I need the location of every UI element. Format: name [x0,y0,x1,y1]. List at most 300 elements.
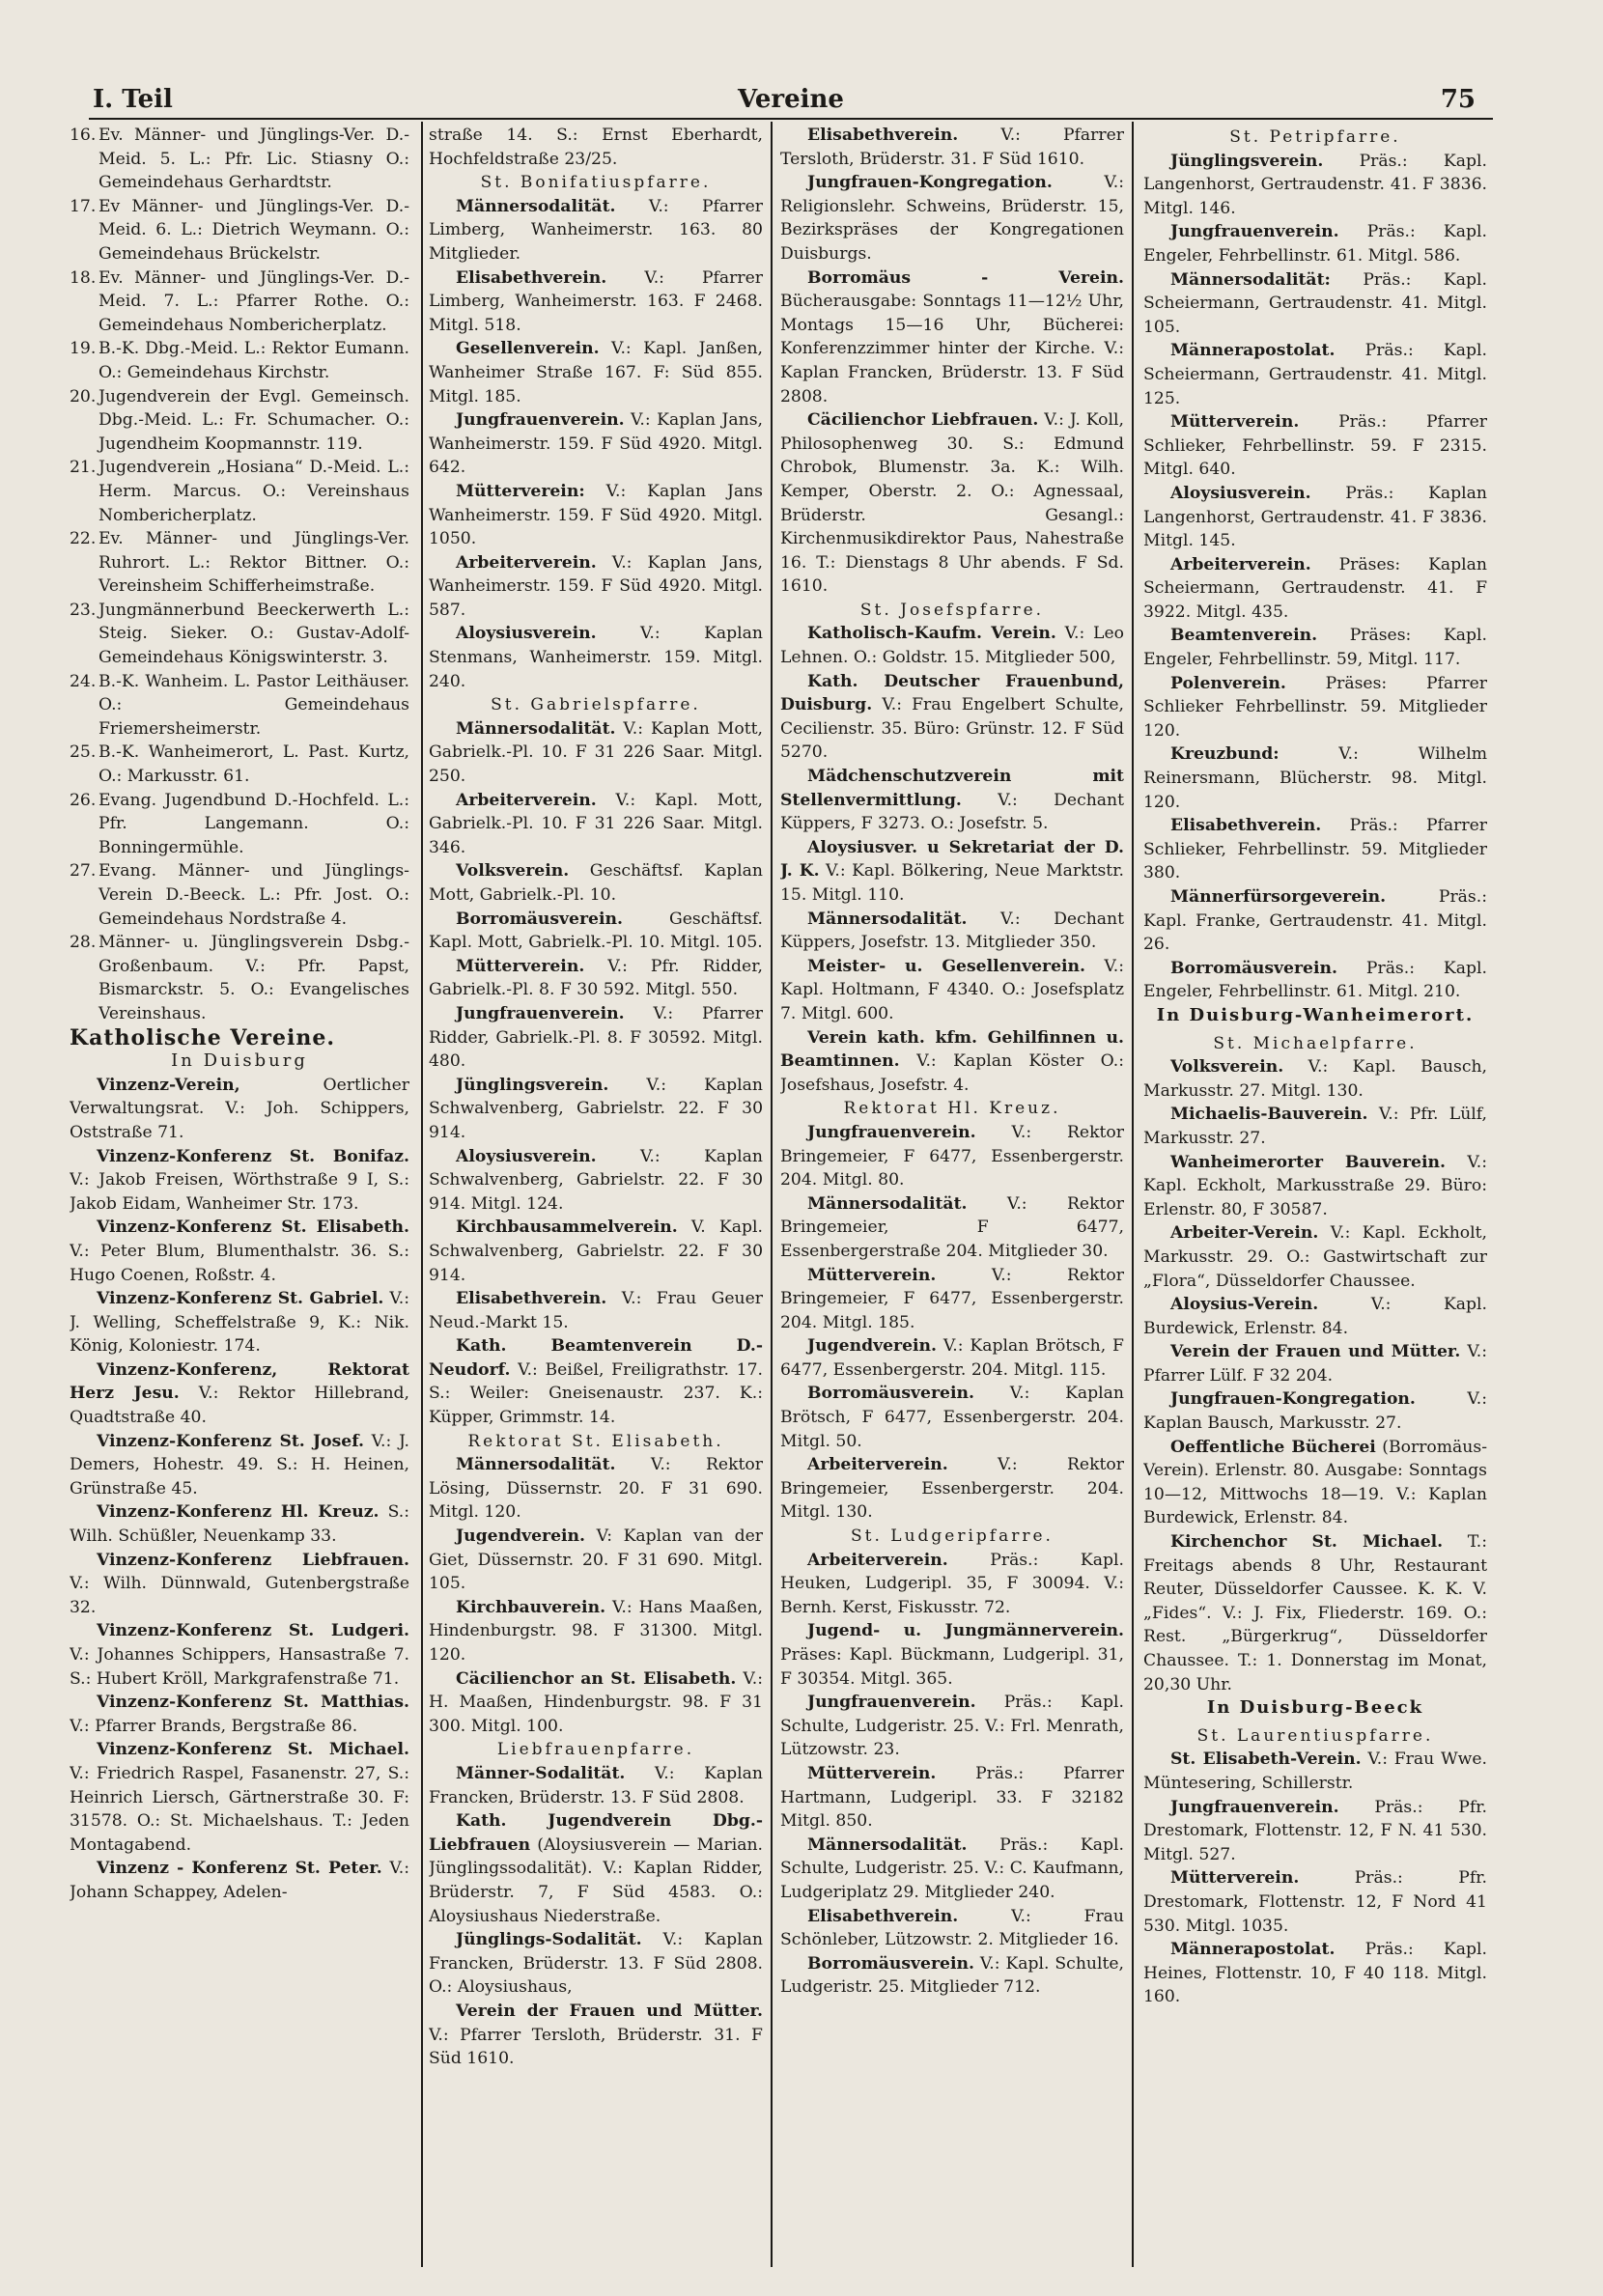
entry-heading: Vinzenz-Konferenz, Rektorat Herz Jesu. [70,1359,409,1404]
directory-entry [1143,1436,1487,1530]
entry-text: V.: Dechant Küppers, F 3273. O.: Josefstr. 5. [780,790,1124,834]
entry-heading: Vinzenz-Konferenz St. Michael. [97,1740,409,1760]
directory-entry [70,1619,409,1691]
entry-heading: Verein der Frauen und Mütter. [1170,1342,1461,1362]
entry-heading: Volksverein. [456,861,570,882]
directory-entry [70,1216,409,1287]
entry-text: V.: Kapl. Eckholt, Markusstraße 29. Büro: Erlenstr. 80, F 30587. [1143,1152,1487,1219]
directory-entry [780,408,1124,599]
item-text: Jungmännerbund Beeckerwerth L.: Steig. Sieker. O.: Gustav-Adolf-Gemeindehaus Königswinterstr. 3. [98,600,409,668]
directory-entry [429,1596,763,1667]
numbered-item [70,741,409,788]
item-number: 27. [70,861,97,882]
directory-entry [780,836,1124,908]
directory-entry [429,1928,763,2000]
directory-entry [70,1430,409,1501]
numbered-item [70,670,409,742]
entry-text: V.: Kaplan Stenmans, Wanheimerstr. 159. Mitgl. 240. [429,624,763,691]
entry-heading: Aloysius-Verein. [1170,1295,1319,1315]
entry-text: V.: Pfarrer Limberg, Wanheimerstr. 163. F 2468. Mitgl. 518. [429,267,763,335]
directory-entry [1143,482,1487,553]
entry-heading: Mütterverein. [807,1763,937,1783]
entry-text: Präs.: Pfarrer Schlieker, Fehrbellinstr. 59. Mitglieder 380. [1143,816,1487,883]
entry-list [1143,1055,1487,1696]
directory-entry [780,955,1124,1026]
entry-heading: Arbeiterverein. [456,790,597,810]
entry-heading: Männersodalität. [807,909,968,929]
entry-heading: Vinzenz-Verein, [97,1075,240,1095]
directory-entry [1143,268,1487,340]
directory-entry [429,789,763,860]
entry-heading: Männersodalität. [807,1834,968,1855]
entry-heading: Kath. Jugendverein Dbg.-Liebfrauen [429,1811,763,1855]
directory-entry [780,622,1124,669]
entry-text: Präs.: Kapl. Langenhorst, Gertraudenstr. 41. F 3836. Mitgl. 146. [1143,151,1487,218]
entry-heading: Männerapostolat. [1170,341,1336,361]
column-rule [421,122,423,2267]
directory-entry [780,1691,1124,1762]
entry-heading: Männerapostolat. [1170,1940,1336,1960]
directory-entry [70,1145,409,1217]
directory-entry [1143,339,1487,410]
entry-text: V.: Kapl. Mott, Gabrielk.-Pl. 10. F 31 226 Saar. Mitgl. 346. [429,790,763,857]
item-number: 18. [70,267,97,288]
entry-heading: Arbeiterverein. [456,552,597,573]
entry-heading: Männersodalität. [456,196,616,216]
entry-heading: Polenverein. [1170,673,1286,693]
entry-heading: Kirchbausammelverein. [456,1218,678,1238]
section-title: St. Josefspfarre. [859,600,1045,620]
catholic-title: Katholische Vereine. [70,1024,335,1050]
directory-entry [1143,1151,1487,1222]
entry-text: Präs.: Pfarrer Schlieker, Fehrbellinstr. 59. F 2315. Mitgl. 640. [1143,412,1487,480]
entry-heading: Borromäusverein. [807,1384,974,1404]
directory-entry [70,1738,409,1857]
entry-heading: Mütterverein: [456,481,585,501]
entry-text: V.: Kapl. Eckholt, Markusstr. 29. O.: Gastwirtschaft zur „Flora“, Düsseldorfer Chaussee. [1143,1223,1487,1291]
column-2 [429,124,763,2277]
entry-text: V.: Kapl. Schulte, Ludgeristr. 25. Mitglieder 712. [780,1953,1124,1998]
entry-heading: Borromäusverein. [456,909,623,929]
entry-text: Präses: Kapl. Bückmann, Ludgeripl. 31, F 30354. Mitgl. 365. [780,1645,1124,1689]
entry-text: V. Kapl. Schwalvenberg, Gabrielstr. 22. F 30 914. [429,1218,763,1285]
entry-heading: Männersodalität. [807,1193,968,1214]
entry-text: Präs.: Kaplan Langenhorst, Gertraudenstr. 41. F 3836. Mitgl. 145. [1143,483,1487,551]
entry-text: (Borromäus-Verein). Erlenstr. 80. Ausgabe: Sonntags 10—12, Mittwochs 18—19. V.: Kaplan Burdewick, Erlenstr. 84. [1143,1437,1487,1528]
entry-heading: Vinzenz-Konferenz St. Josef. [97,1431,364,1451]
directory-entry [1143,150,1487,221]
directory-entry [780,266,1124,409]
item-number: 23. [70,600,97,620]
directory-entry [70,1549,409,1620]
item-text: Evang. Männer- und Jünglings-Verein D.-Beeck. L.: Pfr. Jost. O.: Gemeindehaus Nordstraße 4. [98,861,409,929]
entry-text: V.: Kapl. Bausch, Markusstr. 27. Mitgl. 130. [1143,1057,1487,1101]
entry-heading: Meister- u. Gesellenverein. [807,956,1086,976]
entry-text: Bücherausgabe: Sonntags 11—12½ Uhr, Montags 15—16 Uhr, Bücherei: Konferenzzimmer hinter der Kirche. V.: Kaplan Francken, Brüderstr. 13. F Süd 2808. [780,292,1124,406]
entry-text: Präs.: Kapl. Scheiermann, Gertraudenstr. 41. Mitgl. 105. [1143,269,1487,337]
directory-entry [1143,885,1487,957]
entry-list [780,1549,1124,2000]
entry-heading: Vinzenz-Konferenz St. Ludgeri. [97,1621,409,1641]
entry-list [780,124,1124,599]
entry-text: V.: J. Demers, Hohestr. 49. S.: H. Heinen, Grünstraße 45. [70,1431,409,1498]
numbered-item [70,931,409,1025]
item-text: Ev. Männer- und Jünglings-Ver. Ruhrort. L.: Rektor Bittner. O.: Vereinsheim Schifferheimstraße. [98,529,409,597]
directory-entry [429,955,763,1002]
directory-entry [780,1762,1124,1834]
directory-entry [1143,1387,1487,1435]
directory-entry [429,908,763,955]
entry-heading: St. Elisabeth-Verein. [1170,1750,1362,1770]
column-4 [1143,124,1487,2277]
directory-entry [1143,1221,1487,1293]
item-number: 24. [70,671,97,691]
entry-heading: Elisabethverein. [456,267,607,288]
entry-text: V.: Frau Engelbert Schulte, Cecilienstr. 35. Büro: Grünstr. 12. F Süd 5270. [780,695,1124,763]
entry-heading: Jungfrauen-Kongregation. [1170,1389,1416,1410]
entry-list [429,195,763,693]
directory-entry [1143,742,1487,814]
entry-heading: Kirchbauverein. [456,1597,606,1617]
directory-entry [70,1500,409,1548]
entry-text: V.: Pfr. Ridder, Gabrielk.-Pl. 8. F 30 592. Mitgl. 550. [429,956,763,1000]
entry-text: V.: Kaplan Jans, Wanheimerstr. 159. F Süd 4920. Mitgl. 587. [429,552,763,620]
entry-heading: Jugendverein. [807,1336,938,1357]
item-text: Evang. Jugendbund D.-Hochfeld. L.: Pfr. Langemann. O.: Bonningermühle. [98,790,409,857]
directory-entry [429,859,763,907]
entry-text: V.: Kaplan Mott, Gabrielk.-Pl. 10. F 31 226 Saar. Mitgl. 250. [429,718,763,787]
entry-text: Präs.: Kapl. Engeler, Fehrbellinstr. 61. Mitgl. 586. [1143,222,1487,266]
page-header [89,81,1493,120]
item-number: 28. [70,933,97,953]
directory-entry [780,171,1124,266]
directory-entry [429,1074,763,1145]
entry-list [429,1762,763,2071]
entry-heading: Jungfrauenverein. [1170,1797,1339,1817]
entry-text: (Aloysiusverein — Marian. Jünglingssodalität). V.: Kaplan Ridder, Brüderstr. 7, F Süd 4583. O.: Aloysiushaus Niederstraße. [429,1834,763,1926]
column-rule [771,122,773,2267]
entry-heading: Männerfürsorgeverein. [1170,887,1387,907]
entry-text: Präses: Pfarrer Schlieker Fehrbellinstr. 59. Mitglieder 120. [1143,673,1487,741]
entry-text: V.: Kapl. Janßen, Wanheimer Straße 167. F: Süd 855. Mitgl. 185. [429,339,763,406]
directory-entry [780,1453,1124,1525]
entry-heading: Oeffentliche Bücherei [1170,1437,1376,1457]
entry-text: V.: Pfarrer Limberg, Wanheimerstr. 163. 80 Mitglieder. [429,196,763,264]
entry-text: V.: Johannes Schippers, Hansastraße 7. S.: Hubert Kröll, Markgrafenstraße 71. [70,1645,409,1689]
directory-entry [1143,1748,1487,1795]
entry-heading: Arbeiterverein. [807,1455,948,1475]
entry-heading: Jungfrauen-Kongregation. [807,173,1053,193]
numbered-item [70,599,409,670]
section-title: Liebfrauenpfarre. [496,1740,695,1760]
entry-heading: Elisabethverein. [456,1289,607,1309]
entry-text: V.: Wilhelm Reinersmann, Blücherstr. 98. Mitgl. 120. [1143,744,1487,812]
directory-entry [1143,1938,1487,2009]
directory-entry [780,670,1124,765]
directory-entry [1143,1866,1487,1938]
directory-entry [429,1334,763,1429]
entry-heading: Verein der Frauen und Mütter. [456,2001,763,2021]
entry-heading: Männersodalität: [1170,269,1331,290]
entry-list [780,1121,1124,1525]
entry-text: V.: Religionslehr. Schweins, Brüderstr. 15, Bezirkspräses der Kongregationen Duisburgs. [780,173,1124,264]
entry-list [780,622,1124,1097]
directory-entry [780,1549,1124,1620]
numbered-list [70,124,409,1026]
entry-heading: Aloysiusverein. [1170,483,1311,503]
entry-heading: Jungfrauenverein. [807,1122,976,1142]
entry-heading: Jungfrauenverein. [456,410,625,431]
entry-text: V.: Kaplan Jans Wanheimerstr. 159. F Süd 4920. Mitgl. 1050. [429,481,763,549]
directory-entry [70,1691,409,1738]
entry-text: V.: Kaplan Brötsch, F 6477, Essenbergerstr. 204. Mitgl. 115. [780,1336,1124,1380]
directory-entry [780,1264,1124,1335]
item-text: B.-K. Wanheimerort, L. Past. Kurtz, O.: Markusstr. 61. [98,742,409,787]
directory-entry [429,195,763,266]
entry-heading: Borromäusverein. [807,1953,974,1974]
entry-text: Präs.: Kapl. Schulte, Ludgeristr. 25. V.: Frl. Menrath, Lützowstr. 23. [780,1693,1124,1760]
entry-heading: Beamtenverein. [1170,626,1318,646]
directory-entry [780,1834,1124,1905]
entry-text: V: Kaplan van der Giet, Düssernstr. 20. F 31 690. Mitgl. 105. [429,1526,763,1594]
directory-entry [429,551,763,623]
directory-entry [780,1334,1124,1382]
directory-entry [780,1192,1124,1264]
entry-text: V.: Leo Lehnen. O.: Goldstr. 15. Mitglieder 500, [780,624,1124,668]
directory-entry [1143,553,1487,625]
directory-entry [429,1762,763,1809]
entry-text: V.: Kapl. Holtmann, F 4340. O.: Josefsplatz 7. Mitgl. 600. [780,956,1124,1023]
item-text: B.-K. Wanheim. L. Pastor Leithäuser. O.: Gemeindehaus Friemersheimerstr. [98,671,409,739]
entry-heading: Elisabethverein. [807,126,959,145]
numbered-item [70,789,409,860]
directory-entry [429,408,763,480]
entry-text: Oertlicher Verwaltungsrat. V.: Joh. Schippers, Oststraße 71. [70,1075,409,1142]
item-text: Ev. Männer- und Jünglings-Ver. D.-Meid. 5. L.: Pfr. Lic. Stiasny O.: Gemeindehaus Gerhardtstr. [98,126,409,193]
entry-heading: Elisabethverein. [807,1906,959,1926]
entry-text: V.: Rektor Bringemeier, F 6477, Essenbergerstr. 204. Mitgl. 185. [780,1265,1124,1332]
directory-entry [780,1026,1124,1098]
item-number: 26. [70,790,97,810]
numbered-item [70,385,409,457]
entry-text: Präs.: Kapl. Heuken, Ludgeripl. 35, F 30094. V.: Bernh. Kerst, Fiskusstr. 72. [780,1550,1124,1617]
item-number: 21. [70,458,97,478]
directory-entry [429,717,763,789]
directory-entry [1143,1055,1487,1103]
entry-text: Geschäftsf. Kapl. Mott, Gabrielk.-Pl. 10. Mitgl. 105. [429,909,763,953]
directory-entry [429,337,763,408]
item-text: Jugendverein „Hosiana“ D.-Meid. L.: Herm. Marcus. O.: Vereinshaus Nombericherplatz. [98,458,409,525]
item-text: Ev Männer- und Jünglings-Ver. D.-Meid. 6. L.: Dietrich Weymann. O.: Gemeindehaus Brückelstr. [98,196,409,264]
directory-entry [429,2000,763,2071]
item-number: 19. [70,339,97,359]
directory-entry [429,1002,763,1074]
directory-entry [429,1809,763,1928]
entry-heading: Elisabethverein. [1170,816,1322,836]
entry-text: V.: Friedrich Raspel, Fasanenstr. 27, S.: Heinrich Liersch, Gärtnerstraße 30. F: 31578. O.: St. Michaelshaus. T.: Jeden Montagabend. [70,1763,409,1855]
entry-text: V.: Frau Geuer Neud.-Markt 15. [429,1289,763,1332]
entry-text: S.: Wilh. Schüßler, Neuenkamp 33. [70,1502,409,1547]
entry-text: V.: Kaplan Francken, Brüderstr. 13. F Süd 2808. O.: Aloysiushaus, [429,1930,763,1998]
entry-heading: Wanheimerorter Bauverein. [1170,1152,1446,1172]
directory-entry [780,1121,1124,1192]
section-title: Rektorat Hl. Kreuz. [843,1099,1061,1119]
directory-entry [429,1453,763,1525]
location-title: In Duisburg-Wanheimerort. [1156,1004,1475,1025]
numbered-item [70,456,409,527]
directory-entry [780,765,1124,836]
header-part-label: I. Teil [93,85,173,114]
entry-heading: Jünglings-Sodalität. [456,1930,642,1950]
entry-heading: Arbeiter-Verein. [1170,1223,1319,1244]
entry-heading: Michaelis-Bauverein. [1170,1105,1368,1125]
entry-heading: Vinzenz - Konferenz St. Peter. [97,1859,382,1879]
column-1 [70,124,409,2277]
entry-text: Präs.: Pfarrer Hartmann, Ludgeripl. 33. F 32182 Mitgl. 850. [780,1763,1124,1832]
location-title: In Duisburg-Beeck [1206,1697,1424,1719]
directory-entry [1143,1796,1487,1867]
entry-text: Präses: Kaplan Scheiermann, Gertraudenstr. 41. F 3922. Mitgl. 435. [1143,554,1487,622]
entry-heading: Borromäusverein. [1170,958,1337,978]
directory-entry [70,1358,409,1430]
entry-heading: Gesellenverein. [456,339,600,359]
directory-entry [429,266,763,338]
entry-text: V.: Jakob Freisen, Wörthstraße 9 I, S.: Jakob Eidam, Wanheimer Str. 173. [70,1170,409,1214]
directory-entry [1143,624,1487,671]
numbered-item [70,195,409,266]
entry-text: V.: Peter Blum, Blumenthalstr. 36. S.: Hugo Coenen, Roßstr. 4. [70,1241,409,1285]
entry-text: V.: Kaplan Jans, Wanheimerstr. 159. F Süd 4920. Mitgl. 642. [429,410,763,478]
entry-text: V.: Beißel, Freiligrathstr. 17. S.: Weiler: Gneisenaustr. 237. K.: Küpper, Grimmstr. 14. [429,1359,763,1428]
item-text: Männer- u. Jünglingsverein Dsbg.-Großenbaum. V.: Pfr. Papst, Bismarckstr. 5. O.: Evangelisches Vereinshaus. [98,933,409,1023]
directory-entry [429,1525,763,1596]
entry-heading: Kirchenchor St. Michael. [1170,1532,1444,1553]
entry-text: V.: J. Welling, Scheffelstraße 9, K.: Nik. König, Koloniestr. 174. [70,1289,409,1357]
directory-entry [1143,1340,1487,1387]
directory-entry [780,1905,1124,1952]
section-title: St. Petripfarre. [1229,127,1401,147]
entry-heading: Männer-Sodalität. [456,1763,626,1783]
entry-heading: Jungfrauenverein. [1170,222,1339,242]
section-title: St. Michaelpfarre. [1213,1033,1418,1053]
entry-heading: Männersodalität. [456,718,616,739]
entry-heading: Kath. Beamtenverein D.-Neudorf. [429,1336,763,1380]
entry-text: V.: J. Fix, Fliederstr. 169. O.: Rest. „Bürgerkrug“, Düsseldorfer Chaussee. T.: 1. Donnerstag im Monat, 20,30 Uhr. [1143,1603,1487,1694]
entry-heading: Katholisch-Kaufm. Verein. [807,624,1056,644]
directory-entry [780,1619,1124,1691]
entry-text: V.: Pfarrer Brands, Bergstraße 86. [70,1716,358,1736]
entry-text: V.: Frau Wwe. Müntesering, Schillerstr. [1143,1750,1487,1793]
column-rule [1132,122,1134,2267]
entry-text: V.: Pfarrer Tersloth, Brüderstr. 31. F Süd 1610. [429,2025,763,2069]
entry-list [1143,1748,1487,2009]
directory-entry [1143,814,1487,885]
entry-heading: Arbeiterverein. [1170,554,1311,574]
entry-list [429,1453,763,1738]
entry-heading: Mütterverein. [1170,1868,1300,1889]
entry-heading: Männersodalität. [456,1455,616,1475]
entry-text: Präs.: Kapl. Engeler, Fehrbellinstr. 61. Mitgl. 210. [1143,958,1487,1002]
entry-heading: Vinzenz-Konferenz Liebfrauen. [97,1550,409,1570]
entry-text: V.: Wilh. Dünnwald, Gutenbergstraße 32. [70,1574,409,1617]
entry-heading: Jugend- u. Jungmännerverein. [807,1621,1124,1641]
entry-heading: Jünglingsverein. [1170,151,1324,171]
directory-entry [1143,220,1487,267]
item-number: 16. [70,126,97,145]
entry-heading: Jünglingsverein. [456,1075,609,1095]
entry-heading: Vinzenz-Konferenz St. Matthias. [97,1693,409,1713]
directory-entry [429,1287,763,1334]
entry-text: Präs.: Kapl. Heines, Flottenstr. 10, F 40 118. Mitgl. 160. [1143,1940,1487,2007]
directory-entry [429,1145,763,1217]
item-number: 17. [70,196,97,216]
directory-entry [429,480,763,551]
numbered-item [70,124,409,195]
entry-heading: Mütterverein. [456,956,585,976]
section-title: St. Bonifatiuspfarre. [480,173,712,193]
entry-text: Präs.: Kapl. Schulte, Ludgeristr. 25. V.: C. Kaufmann, Ludgeriplatz 29. Mitglieder 240. [780,1834,1124,1902]
entry-heading: Vinzenz-Konferenz St. Bonifaz. [97,1146,409,1166]
directory-entry [1143,410,1487,482]
item-text: B.-K. Dbg.-Meid. L.: Rektor Eumann. O.: Gemeindehaus Kirchstr. [98,339,409,382]
entry-heading: Kreuzbund: [1170,744,1280,765]
entry-heading: Arbeiterverein. [807,1550,948,1570]
directory-entry [780,908,1124,955]
directory-entry [70,1074,409,1145]
entry-heading: Vinzenz-Konferenz St. Elisabeth. [97,1218,409,1238]
entry-text: V.: Rektor Hillebrand, Quadtstraße 40. [70,1384,409,1428]
entry-heading: Jungfrauenverein. [807,1693,976,1713]
item-number: 25. [70,742,97,763]
entry-heading: Kath. Deutscher Frauenbund, Duisburg. [780,671,1124,715]
page-number: 75 [1440,85,1476,114]
entry-heading: Verein kath. kfm. Gehilfinnen u. Beamtinnen. [780,1027,1124,1072]
entry-text: V.: H. Maaßen, Hindenburgstr. 98. F 31 300. Mitgl. 100. [429,1668,763,1736]
entry-text: Präs.: Pfr. Drestomark, Flottenstr. 12, F N. 41 530. Mitgl. 527. [1143,1797,1487,1864]
directory-entry [1143,1293,1487,1340]
entry-text: Geschäftsf. Kaplan Mott, Gabrielk.-Pl. 10. [429,861,763,905]
directory-entry [1143,672,1487,743]
numbered-item [70,337,409,384]
entry-heading: Mütterverein. [1170,412,1300,433]
directory-entry [429,622,763,693]
section-title: St. Gabrielspfarre. [491,695,701,715]
entry-text: V.: Frau Schönleber, Lützowstr. 2. Mitglieder 16. [780,1906,1124,1950]
directory-entry [70,1287,409,1358]
directory-entry [1143,1103,1487,1150]
entry-list [429,717,763,1430]
entry-text: V.: Kaplan Brötsch, F 6477, Essenbergerstr. 204. Mitgl. 50. [780,1384,1124,1451]
entry-text: V.: Pfarrer Ridder, Gabrielk.-Pl. 8. F 30592. Mitgl. 480. [429,1003,763,1072]
entry-text: Präses: Kapl. Engeler, Fehrbellinstr. 59, Mitgl. 117. [1143,626,1487,670]
entry-list [70,1074,409,1905]
section-title: St. Laurentiuspfarre. [1196,1725,1434,1746]
entry-text: T.: Freitags abends 8 Uhr, Restaurant Reuter, Düsseldorfer Caussee. K. K. V. „Fides“. [1143,1532,1487,1623]
numbered-item [70,266,409,338]
numbered-item [70,527,409,599]
section-title: St. Ludgeripfarre. [851,1526,1054,1547]
entry-text: V.: Pfarrer Tersloth, Brüderstr. 31. F Süd 1610. [780,126,1124,169]
entry-list [1143,150,1487,1004]
entry-text: Präs.: Kapl. Scheiermann, Gertraudenstr. 41. Mitgl. 125. [1143,341,1487,408]
directory-entry [429,1667,763,1739]
entry-heading: Borromäus - Verein. [807,267,1124,288]
entry-text: Präs.: Pfr. Drestomark, Flottenstr. 12, F Nord 41 530. Mitgl. 1035. [1143,1868,1487,1936]
entry-text: V.: J. Koll, Philosophenweg 30. S.: Edmund Chrobok, Blumenstr. 3a. K.: Wilh. Kemper, Oberstr. 2. O.: Agnessaal, Brüderstr. Gesangl.: Kirchenmusikdirektor Paus, Nahestraße 16. T.: Dienstags 8 Uhr abends. F Sd. 1610. [780,410,1124,597]
section-title: Rektorat St. Elisabeth. [467,1431,724,1451]
entry-heading: Vinzenz-Konferenz Hl. Kreuz. [97,1502,380,1523]
entry-heading: Aloysiusver. u Sekretariat der D. J. K. [780,837,1124,882]
